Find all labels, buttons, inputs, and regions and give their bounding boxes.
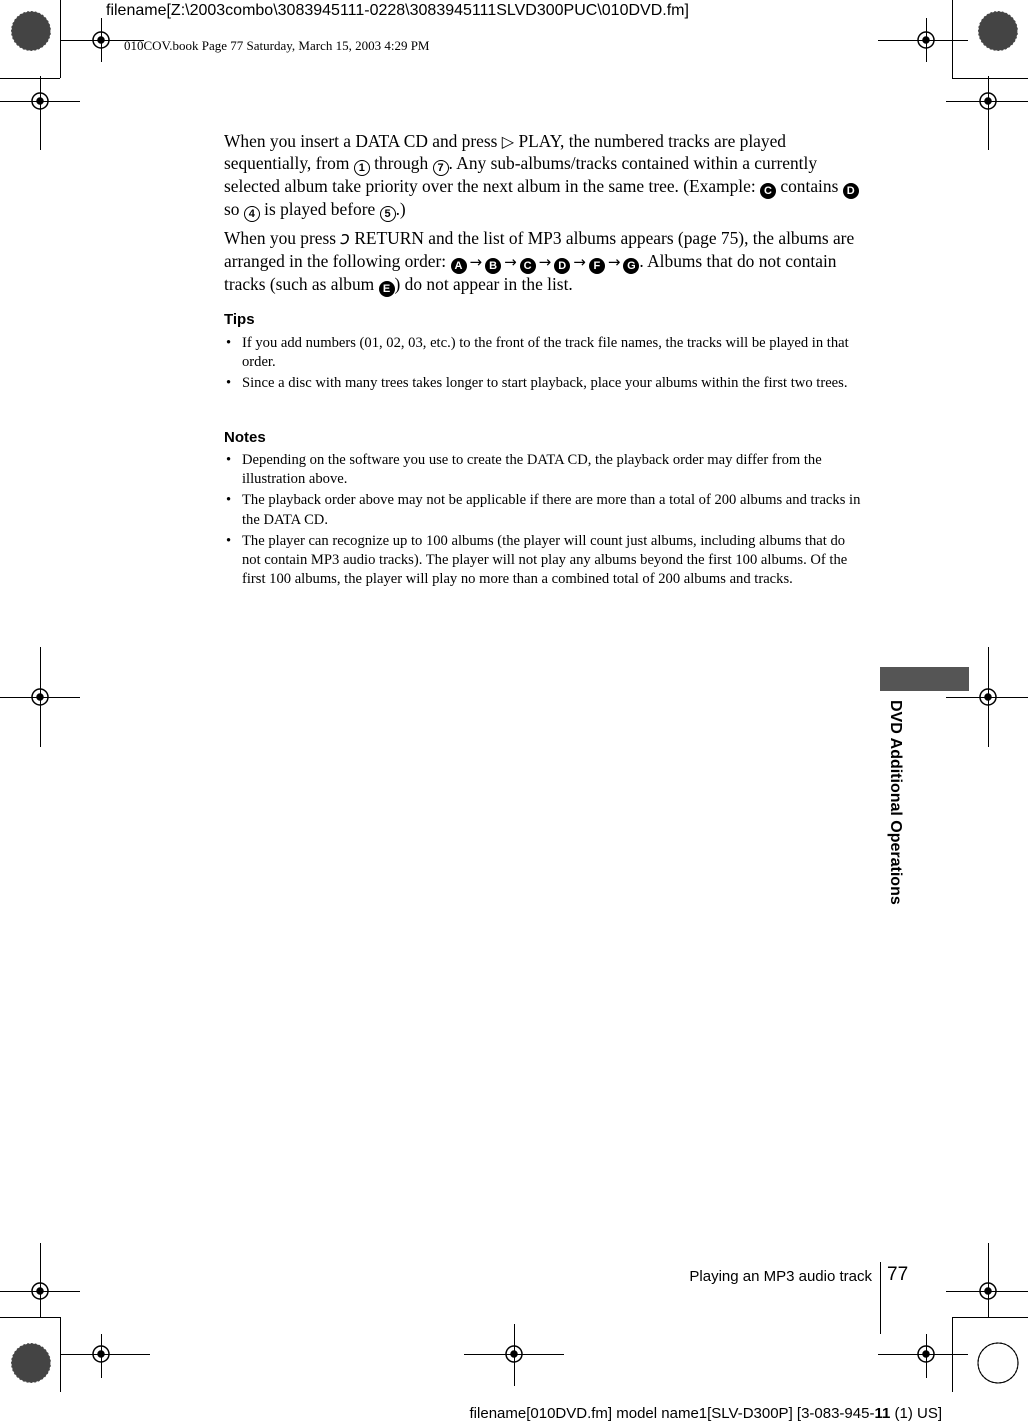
track-number-5: 5 xyxy=(380,206,396,222)
list-item: • Depending on the software you use to create the DATA CD, the playback order may differ from the illustration above. xyxy=(224,451,864,489)
side-tab-bar xyxy=(880,667,969,691)
notes-list xyxy=(224,451,864,591)
track-number-7: 7 xyxy=(433,160,449,176)
list-item: • The playback order above may not be applicable if there are more than a total of 200 albums and tracks in the DATA CD. xyxy=(224,491,864,529)
list-item: • If you add numbers (01, 02, 03, etc.) to the front of the track file names, the tracks will be played in that order. xyxy=(224,334,864,372)
arrow-icon: → xyxy=(504,252,517,271)
album-order-g: G xyxy=(623,258,639,274)
paragraph-play-order: When you insert a DATA CD and press ▷ PLAY, the numbered tracks are played sequentially, from 1 through 7 . Any sub-albums/tracks contained within a currently selected album take priority over the next album in the same tree. (Example: C contains D so 4 is played before 5 .) xyxy=(224,131,860,222)
album-letter-c: C xyxy=(760,183,776,199)
footer-section-title: Playing an MP3 audio track xyxy=(689,1268,872,1285)
album-order-b: B xyxy=(485,258,501,274)
book-info-line: 010COV.book Page 77 Saturday, March 15, 2003 4:29 PM xyxy=(124,38,430,53)
list-item: • The player can recognize up to 100 albums (the player will count just albums, including albums that do not contain MP3 audio tracks). The player will not play any albums beyond the first 100 albums. Of the first 100 albums, the player will play no more than a combined total of 200 albums and tracks. xyxy=(224,532,864,590)
filename-bottom: filename[010DVD.fm] model name1[SLV-D300P] [3-083-945-11 (1) US] xyxy=(469,1405,942,1422)
album-letter-d: D xyxy=(843,183,859,199)
track-number-1: 1 xyxy=(354,160,370,176)
arrow-icon: → xyxy=(573,252,586,271)
album-order-a: A xyxy=(451,258,467,274)
tips-list xyxy=(224,334,864,396)
page-number: 77 xyxy=(887,1264,909,1285)
arrow-icon: → xyxy=(538,252,552,271)
tips-heading: Tips xyxy=(224,311,255,328)
arrow-icon: → xyxy=(469,252,483,271)
return-icon: ↄ xyxy=(340,229,350,249)
page-number-divider xyxy=(880,1262,881,1334)
paragraph-album-list: When you press ↄ RETURN and the list of MP3 albums appears (page 75), the albums are arranged in the following order: A → B → C → D → F → G . Albums that do not contain tracks (such as album E ) do not appear in the list. xyxy=(224,228,855,295)
side-tab-label: DVD Additional Operations xyxy=(887,700,904,905)
play-icon: ▷ xyxy=(501,132,515,151)
list-item: • Since a disc with many trees takes longer to start playback, place your albums within the first two trees. xyxy=(224,374,864,393)
album-order-c: C xyxy=(520,258,536,274)
album-order-d: D xyxy=(554,258,570,274)
notes-heading: Notes xyxy=(224,429,266,446)
arrow-icon: → xyxy=(607,252,621,271)
track-number-4: 4 xyxy=(244,206,260,222)
album-letter-e: E xyxy=(379,281,395,297)
filename-top: filename[Z:\2003combo\3083945111-0228\3083945111SLVD300PUC\010DVD.fm] xyxy=(106,2,689,19)
album-order-f: F xyxy=(589,258,605,274)
